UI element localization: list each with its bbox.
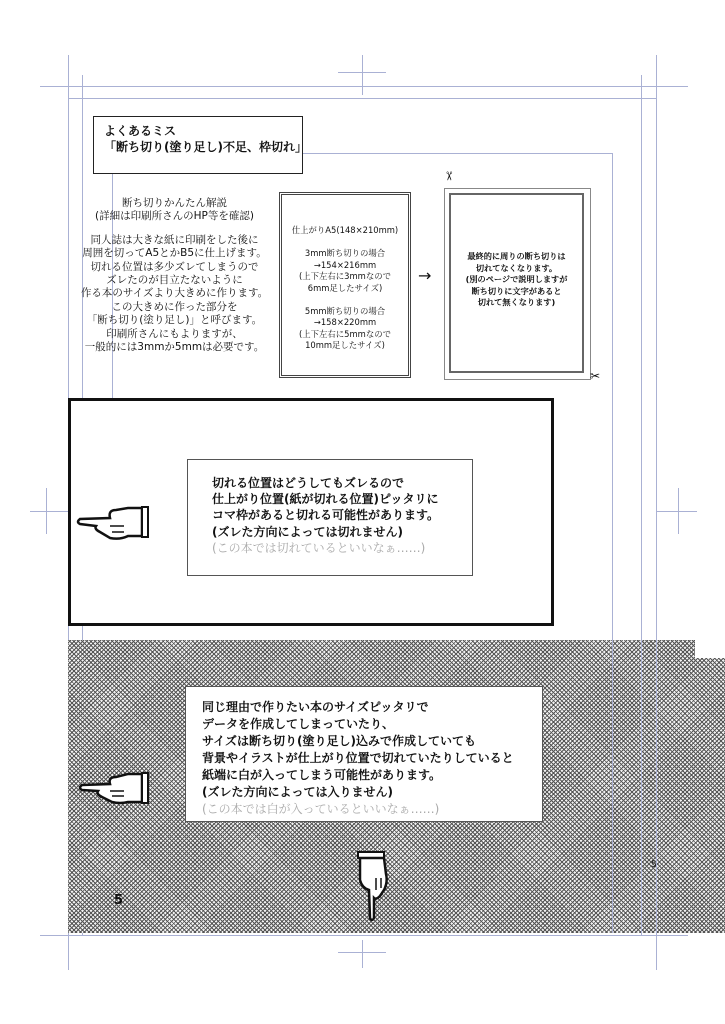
bleed3-line: (上下左右に3mmなので (299, 271, 391, 282)
final-line: 断ち切りに文字があると (471, 285, 562, 296)
explanation-subtitle: (詳細は印刷所さんのHP等を確認) (95, 210, 254, 223)
page-number: 5 (114, 893, 124, 908)
final-line: (別のページで説明しますが (465, 274, 568, 285)
page-number-small: 5 (651, 860, 657, 870)
size-card (279, 192, 411, 378)
bleed-explanation (72, 197, 277, 354)
crop-mark (362, 55, 363, 95)
crop-mark (46, 488, 47, 534)
guide-line (612, 640, 613, 933)
guide-line (40, 935, 688, 936)
guide-line (68, 98, 656, 99)
callout-line: (ズレた方向によっては切れません) (212, 524, 403, 539)
guide-line (656, 640, 657, 970)
callout-box (185, 686, 543, 822)
callout-line: 同じ理由で作りたい本のサイズピッタリで (202, 700, 429, 714)
callout-line: 背景やイラストが仕上がり位置で切れていたりしていると (202, 751, 514, 765)
callout-line: 仕上がり位置(紙が切れる位置)ピッタリに (212, 492, 439, 507)
callout-line: 紙端に白が入ってしまう可能性があります。 (202, 768, 442, 782)
pointing-hand-icon (72, 502, 152, 542)
guide-line (40, 86, 688, 87)
bleed5-line: 5mm断ち切りの場合 (304, 306, 386, 317)
explanation-line: 同人誌は大きな紙に印刷をした後に (90, 233, 259, 246)
heading-title: よくあるミス (104, 124, 177, 138)
explanation-line: この大きめに作った部分を (111, 300, 238, 313)
crop-mark (362, 940, 363, 968)
final-line: 最終的に周りの断ち切りは (467, 251, 566, 261)
bleed3-line: 6mm足したサイズ) (307, 282, 383, 293)
callout-line: 切れる位置はどうしてもズレるので (212, 476, 405, 490)
final-line: 切れて無くなります) (477, 297, 556, 308)
explanation-line: ズレたのが目立たないように (106, 274, 243, 287)
explanation-line: 作る本のサイズより大きめに作ります。 (80, 287, 269, 300)
explanation-line: 印刷所さんにもよりますが、 (106, 327, 243, 340)
explanation-line: 周囲を切ってA5とかB5に仕上げます。 (82, 247, 267, 260)
crop-mark (678, 488, 679, 534)
guide-line (641, 640, 642, 933)
explanation-line: 一般的には3mmか5mmは必要です。 (84, 341, 265, 354)
crop-mark (30, 511, 70, 512)
crop-mark (657, 511, 697, 512)
callout-line: サイズは断ち切り(塗り足し)込みで作成していても (202, 734, 477, 748)
pointing-down-hand-icon (354, 850, 390, 924)
explanation-line: 切れる位置は多少ズレてしまうので (90, 260, 259, 273)
finished-size: 仕上がりA5(148×210mm) (291, 225, 399, 235)
scissors-icon: ✂ (442, 170, 457, 182)
callout-box (187, 459, 473, 576)
final-line: 切れてなくなります。 (475, 262, 558, 273)
bleed3-line: →154×216mm (313, 259, 377, 270)
bleed5-line: (上下左右に5mmなので (299, 328, 391, 339)
heading-box (93, 116, 307, 174)
callout-line: コマ枠があると切れる可能性があります。 (212, 508, 440, 523)
callout-line: データを作成してしまっていたり、 (202, 717, 395, 731)
explanation-title: 断ち切りかんたん解説 (122, 197, 227, 209)
bleed5-line: →158×220mm (313, 317, 377, 328)
bleed5-line: 10mm足したサイズ) (305, 340, 385, 351)
crop-mark (338, 952, 386, 953)
heading-subtitle: 「断ち切り(塗り足し)不足、枠切れ」 (104, 140, 307, 154)
pointing-hand-icon (76, 770, 152, 806)
callout-line: (ズレた方向によっては入りません) (202, 785, 393, 799)
bleed3-line: 3mm断ち切りの場合 (304, 248, 386, 259)
callout-muted: (この本では白が入っているといいなぁ……) (202, 802, 440, 816)
explanation-line: 「断ち切り(塗り足し)」と呼びます。 (86, 314, 263, 327)
final-card (444, 188, 589, 378)
callout-muted: (この本では切れているといいなぁ……) (212, 540, 426, 555)
arrow-icon: → (418, 266, 432, 285)
scissors-icon: ✂ (590, 369, 601, 383)
tone-notch (695, 640, 725, 658)
crop-mark (338, 72, 386, 73)
